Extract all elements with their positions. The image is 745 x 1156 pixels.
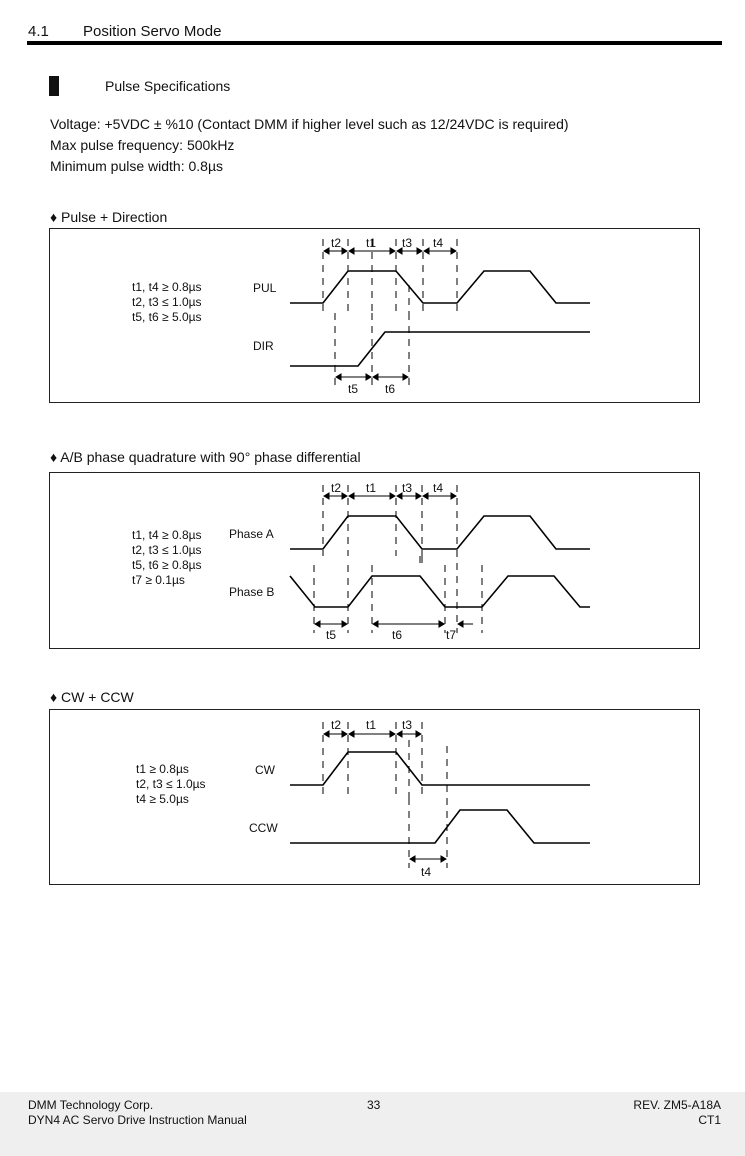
footer-revision: REV. ZM5-A18A — [633, 1098, 721, 1112]
diagram-heading-cw-ccw: ♦ CW + CCW — [50, 689, 134, 705]
condition-text: t2, t3 ≤ 1.0µs — [136, 777, 206, 791]
spec-voltage: Voltage: +5VDC ± %10 (Contact DMM if higher level such as 12/24VDC is required) — [50, 116, 569, 132]
phase-a-waveform — [290, 516, 590, 549]
signal-label-dir: DIR — [253, 339, 274, 353]
condition-text: t2, t3 ≤ 1.0µs — [132, 543, 202, 557]
page-number: 33 — [367, 1098, 381, 1112]
bullet-square-icon — [49, 76, 59, 96]
timing-label: t3 — [402, 481, 413, 495]
timing-label: t1 — [366, 236, 377, 250]
condition-text: t1, t4 ≥ 0.8µs — [132, 280, 202, 294]
signal-label-phase-a: Phase A — [229, 527, 274, 541]
condition-text: t4 ≥ 5.0µs — [136, 792, 189, 806]
footer-manual-title: DYN4 AC Servo Drive Instruction Manual — [28, 1113, 247, 1127]
timing-diagram-cw-ccw — [49, 709, 700, 885]
timing-label: t1 — [366, 481, 377, 495]
timing-label: t3 — [402, 236, 413, 250]
timing-label: t4 — [421, 865, 432, 879]
diagram-heading-ab-phase: ♦ A/B phase quadrature with 90° phase differential — [50, 449, 361, 465]
spec-max-frequency: Max pulse frequency: 500kHz — [50, 137, 235, 153]
cw-waveform — [290, 752, 590, 785]
phase-b-waveform — [290, 576, 590, 607]
footer-company: DMM Technology Corp. — [28, 1098, 154, 1112]
timing-diagram-pulse-direction — [49, 228, 700, 403]
timing-diagram-svg — [50, 710, 699, 884]
header-rule — [27, 41, 722, 45]
condition-text: t1, t4 ≥ 0.8µs — [132, 528, 202, 542]
timing-label: t4 — [433, 236, 444, 250]
condition-text: t7 ≥ 0.1µs — [132, 573, 185, 587]
timing-label: t5 — [326, 628, 337, 642]
diagram-heading-pulse-direction: ♦ Pulse + Direction — [50, 209, 168, 225]
timing-label: t2 — [331, 481, 342, 495]
ccw-waveform — [290, 810, 590, 843]
timing-label: t1 — [366, 718, 377, 732]
timing-label: t2 — [331, 236, 342, 250]
signal-label-pul: PUL — [253, 281, 277, 295]
condition-text: t5, t6 ≥ 5.0µs — [132, 310, 202, 324]
signal-label-ccw: CCW — [249, 821, 278, 835]
condition-text: t5, t6 ≥ 0.8µs — [132, 558, 202, 572]
condition-text: t2, t3 ≤ 1.0µs — [132, 295, 202, 309]
spec-min-width: Minimum pulse width: 0.8µs — [50, 158, 224, 174]
timing-label: t2 — [331, 718, 342, 732]
subsection-title: Pulse Specifications — [105, 78, 231, 94]
footer-revision-code: CT1 — [698, 1113, 721, 1127]
signal-label-cw: CW — [255, 763, 275, 777]
timing-label: t7 — [446, 628, 457, 642]
timing-label: t6 — [385, 382, 396, 396]
section-number: 4.1 — [28, 23, 49, 40]
section-title: Position Servo Mode — [83, 23, 222, 40]
signal-label-phase-b: Phase B — [229, 585, 275, 599]
timing-diagram-svg — [50, 473, 699, 648]
dir-waveform — [290, 332, 590, 366]
timing-diagram-ab-phase — [49, 472, 700, 649]
timing-label: t3 — [402, 718, 413, 732]
timing-label: t4 — [433, 481, 444, 495]
condition-text: t1 ≥ 0.8µs — [136, 762, 189, 776]
timing-label: t5 — [348, 382, 359, 396]
timing-label: t6 — [392, 628, 403, 642]
pul-waveform — [290, 271, 590, 303]
timing-diagram-svg — [50, 229, 699, 402]
